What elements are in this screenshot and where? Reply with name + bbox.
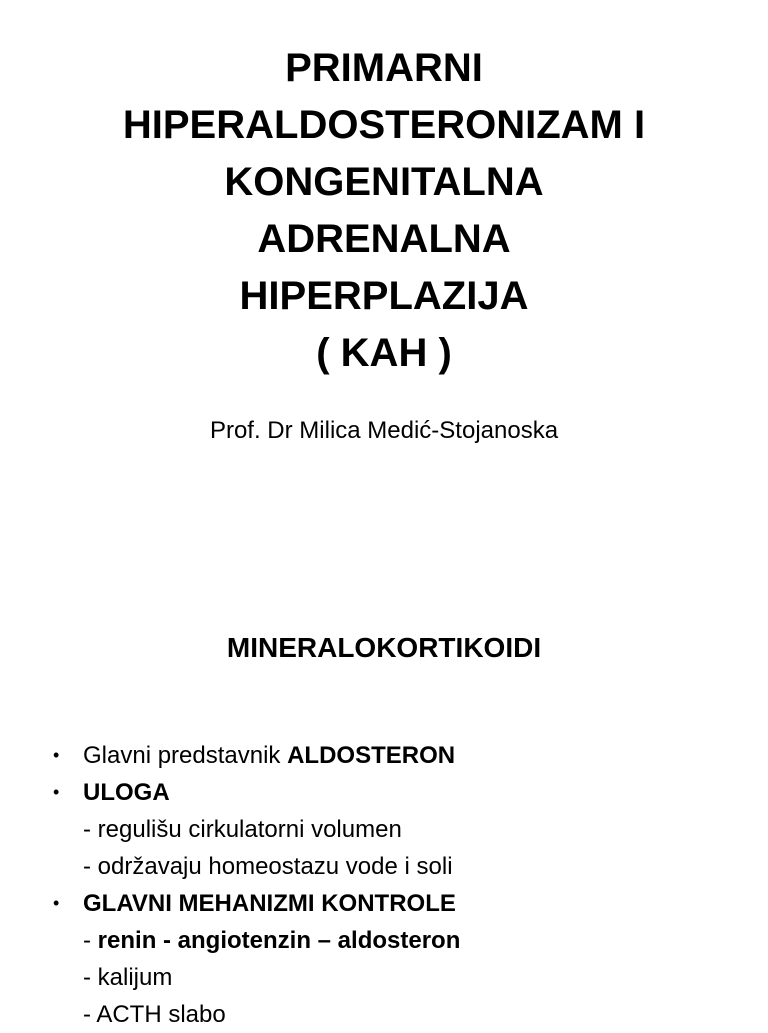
bullet-icon: • bbox=[53, 782, 60, 802]
list-item bbox=[50, 885, 750, 922]
list-item-text: Glavni predstavnik bbox=[83, 742, 288, 769]
bullet-list bbox=[50, 737, 750, 1033]
sub-item-bold-text: renin - angiotenzin – aldosteron bbox=[97, 927, 461, 954]
sub-item: - kalijum bbox=[83, 964, 173, 991]
slide-title bbox=[0, 40, 768, 382]
sub-item: - održavaju homeostazu vode i soli bbox=[83, 853, 453, 880]
title-line-6: ( KAH ) bbox=[316, 331, 452, 375]
sub-item bbox=[50, 922, 750, 959]
bullet-icon: • bbox=[53, 745, 60, 765]
section-heading: MINERALOKORTIKOIDI bbox=[226, 632, 542, 663]
title-line-1: PRIMARNI bbox=[285, 46, 483, 90]
bullet-icon: • bbox=[53, 893, 60, 913]
list-item bbox=[50, 774, 750, 811]
sub-item-prefix: - bbox=[83, 927, 98, 954]
title-line-4: ADRENALNA bbox=[257, 217, 511, 261]
title-line-2: HIPERALDOSTERONIZAM I bbox=[122, 103, 646, 147]
title-line-3: KONGENITALNA bbox=[224, 160, 544, 204]
list-item-bold-text: ULOGA bbox=[83, 779, 170, 806]
author-name: Prof. Dr Milica Medić-Stojanoska bbox=[209, 417, 559, 444]
title-line-5: HIPERPLAZIJA bbox=[239, 274, 529, 318]
sub-item: - regulišu cirkulatorni volumen bbox=[83, 816, 402, 843]
list-item-bold-text: ALDOSTERON bbox=[287, 742, 456, 769]
list-item bbox=[50, 737, 750, 774]
sub-item: - ACTH slabo bbox=[83, 1001, 226, 1028]
list-item-bold-text: GLAVNI MEHANIZMI KONTROLE bbox=[83, 890, 456, 917]
